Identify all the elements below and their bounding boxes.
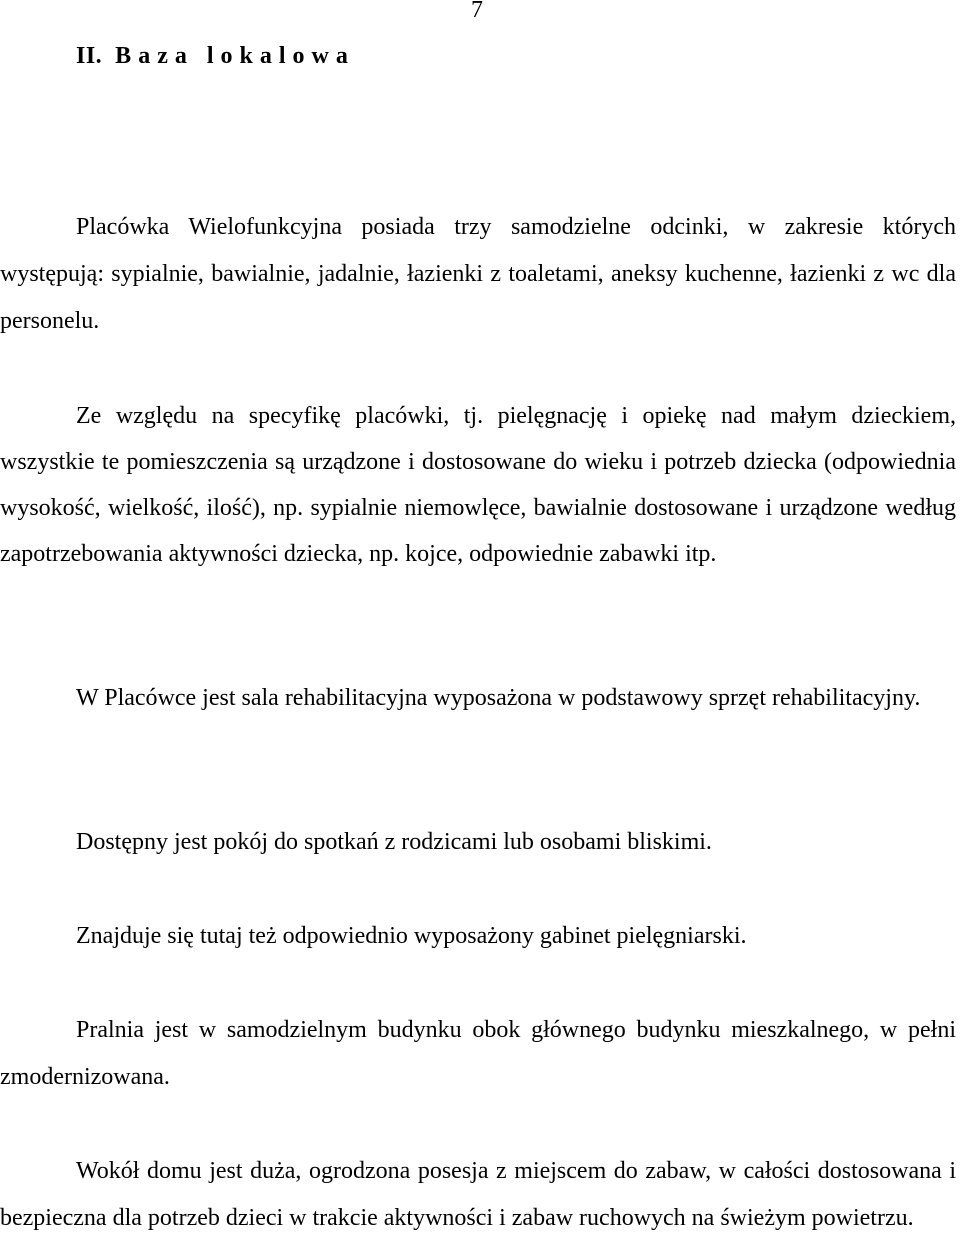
paragraph-outdoor-area: Wokół domu jest duża, ogrodzona posesja z miejscem do zabaw, w całości dostosowana i bezpieczna dla potrzeb dzieci w trakcie aktywności i zabaw ruchowych na świeżym powietrzu. [0,1158,956,1231]
paragraph-facility-sections: Placówka Wielofunkcyjna posiada trzy samodzielne odcinki, w zakresie których występują: sypialnie, bawialnie, jadalnie, łazienki z toaletami, aneksy kuchenne, łazienki z wc dla personelu. [0,214,956,334]
paragraph-rooms-adaptation: Ze względu na specyfikę placówki, tj. pielęgnację i opiekę nad małym dzieckiem, wszystkie te pomieszczenia są urządzone i dostosowane do wieku i potrzeb dziecka (odpowiednia wysokość, wielkość, ilość), np. sypialnie niemowlęce, bawialnie dostosowane i urządzone według zapotrzebowania aktywności dziecka, np. kojce, odpowiednie zabawki itp. [0,403,956,567]
paragraph-family-meeting-room: Dostępny jest pokój do spotkań z rodzicami lub osobami bliskimi. [76,829,712,855]
page-number: 7 [471,0,483,23]
paragraph-rehabilitation-room: W Placówce jest sala rehabilitacyjna wyposażona w podstawowy sprzęt rehabilitacyjny. [76,685,921,711]
section-heading: II. B a z a l o k a l o w a [76,43,349,69]
paragraph-nurse-office: Znajduje się tutaj też odpowiednio wyposażony gabinet pielęgniarski. [76,923,747,949]
paragraph-laundry: Pralnia jest w samodzielnym budynku obok głównego budynku mieszkalnego, w pełni zmodernizowana. [0,1017,956,1090]
